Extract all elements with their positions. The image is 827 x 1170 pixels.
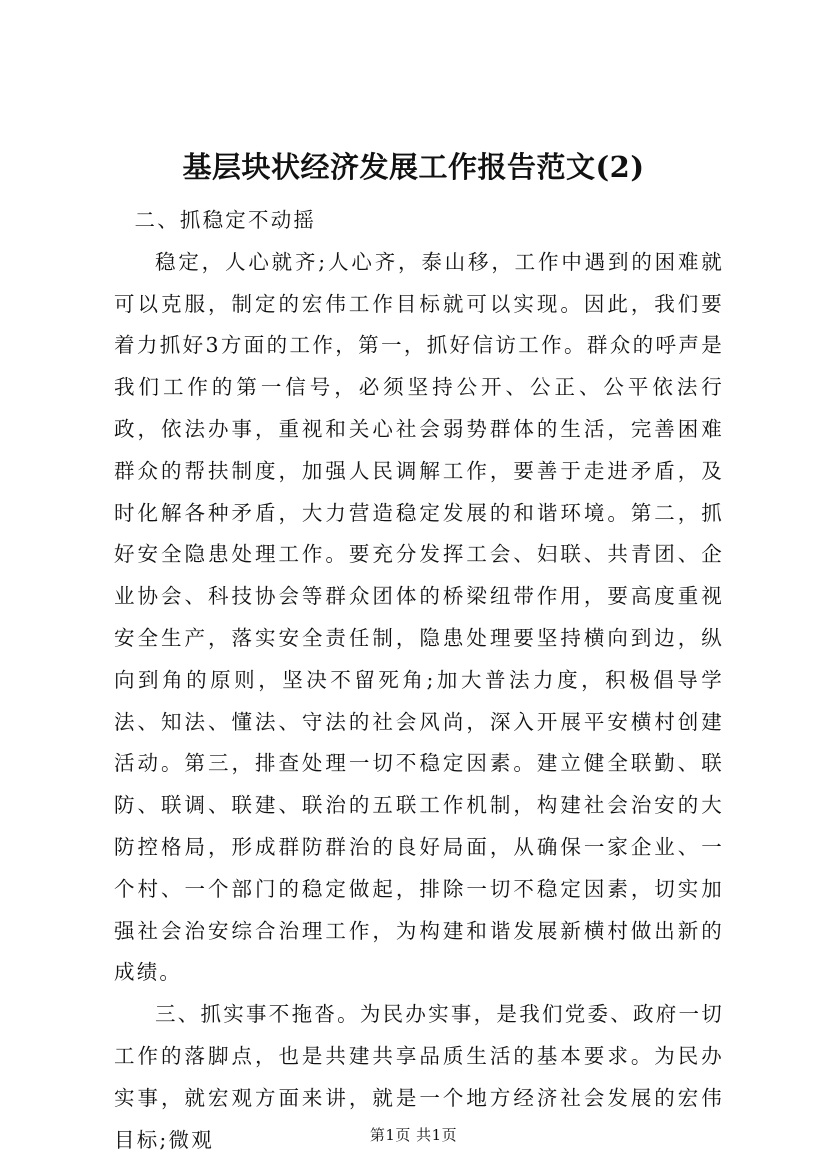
- document-title: 基层块状经济发展工作报告范文(2): [182, 150, 645, 184]
- page-number-label: 第1页 共1页: [369, 1126, 458, 1144]
- document-body: [114, 200, 724, 1161]
- body-paragraph: 稳定，人心就齐;人心齐，泰山移，工作中遇到的困难就可以克服，制定的宏伟工作目标就可以实现。因此，我们要着力抓好3方面的工作，第一，抓好信访工作。群众的呼声是我们工作的第一信号，必须坚持公开、公正、公平依法行政，依法办事，重视和关心社会弱势群体的生活，完善困难群众的帮扶制度，加强人民调解工作，要善于走进矛盾，及时化解各种矛盾，大力营造稳定发展的和谐环境。第二，抓好安全隐患处理工作。要充分发挥工会、妇联、共青团、企业协会、科技协会等群众团体的桥梁纽带作用，要高度重视安全生产，落实安全责任制，隐患处理要坚持横向到边，纵向到角的原则，坚决不留死角;加大普法力度，积极倡导学法、知法、懂法、守法的社会风尚，深入开展平安横村创建活动。第三，排查处理一切不稳定因素。建立健全联勤、联防、联调、联建、联治的五联工作机制，构建社会治安的大防控格局，形成群防群治的良好局面，从确保一家企业、一个村、一个部门的稳定做起，排除一切不稳定因素，切实加强社会治安综合治理工作，为构建和谐发展新横村做出新的成绩。: [114, 249, 724, 985]
- section-heading: 二、抓稳定不动摇: [134, 208, 317, 232]
- page-footer: [0, 1125, 827, 1145]
- body-paragraph: 三、抓实事不拖沓。为民办实事，是我们党委、政府一切工作的落脚点，也是共建共享品质生活的基本要求。为民办实事，就宏观方面来讲，就是一个地方经济社会发展的宏伟目标;微观: [114, 1002, 724, 1152]
